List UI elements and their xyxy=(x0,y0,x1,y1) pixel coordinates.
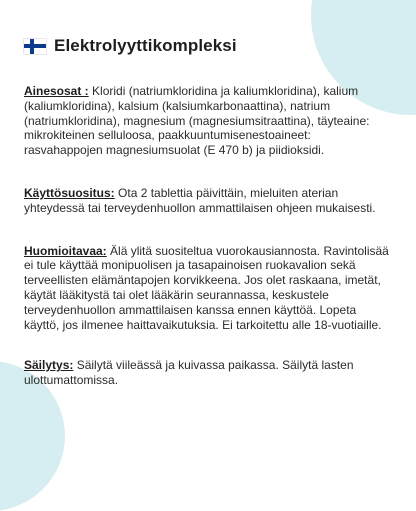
warnings-text: Älä ylitä suositeltua vuorokausiannosta. Ravintolisää ei tule käyttää monipuolisen ja tasapainoisen ruokavalion sekä terveellisten elämäntapojen korvikkeena. Jos olet raskaana, imetät, käytät lääkitystä tai olet lääkärin seurannassa, keskustele terveydenhuollon ammattilaisen kanssa ennen käyttöä. Lopeta käyttö, jos ilmenee haittavaikutuksia. Ei tarkoitettu alle 18-vuotiaille. xyxy=(24,243,389,332)
storage-label: Säilytys: xyxy=(24,358,74,373)
ingredients-section xyxy=(24,84,392,158)
finland-flag-icon xyxy=(24,39,46,54)
warnings-label: Huomioitavaa: xyxy=(24,243,107,258)
usage-text: Ota 2 tablettia päivittäin, mieluiten aterian yhteydessä tai terveydenhuollon ammattilaisen ohjeen mukaisesti. xyxy=(24,185,376,215)
product-info-panel xyxy=(24,36,392,388)
warnings-section xyxy=(24,244,392,333)
ingredients-text: Kloridi (natriumkloridina ja kaliumkloridina), kalium (kaliumkloridina), kalsium (kalsiumkarbonaattina), natrium (natriumkloridina), magnesium (magnesiumsitraattina), täyteaine: mikrokiteinen selluloosa, paakkuuntumisenestoaineet: rasvahappojen magnesiumsuolat (E 470 b) ja piidioksidi. xyxy=(24,84,370,158)
storage-section xyxy=(24,358,392,388)
page-title: Elektrolyyttikompleksi xyxy=(54,36,237,55)
usage-section xyxy=(24,186,392,216)
storage-text: Säilytä viileässä ja kuivassa paikassa. Säilytä lasten ulottumattomissa. xyxy=(24,358,354,388)
usage-label: Käyttösuositus: xyxy=(24,185,115,200)
header xyxy=(24,36,392,56)
ingredients-label: Ainesosat : xyxy=(24,84,89,98)
